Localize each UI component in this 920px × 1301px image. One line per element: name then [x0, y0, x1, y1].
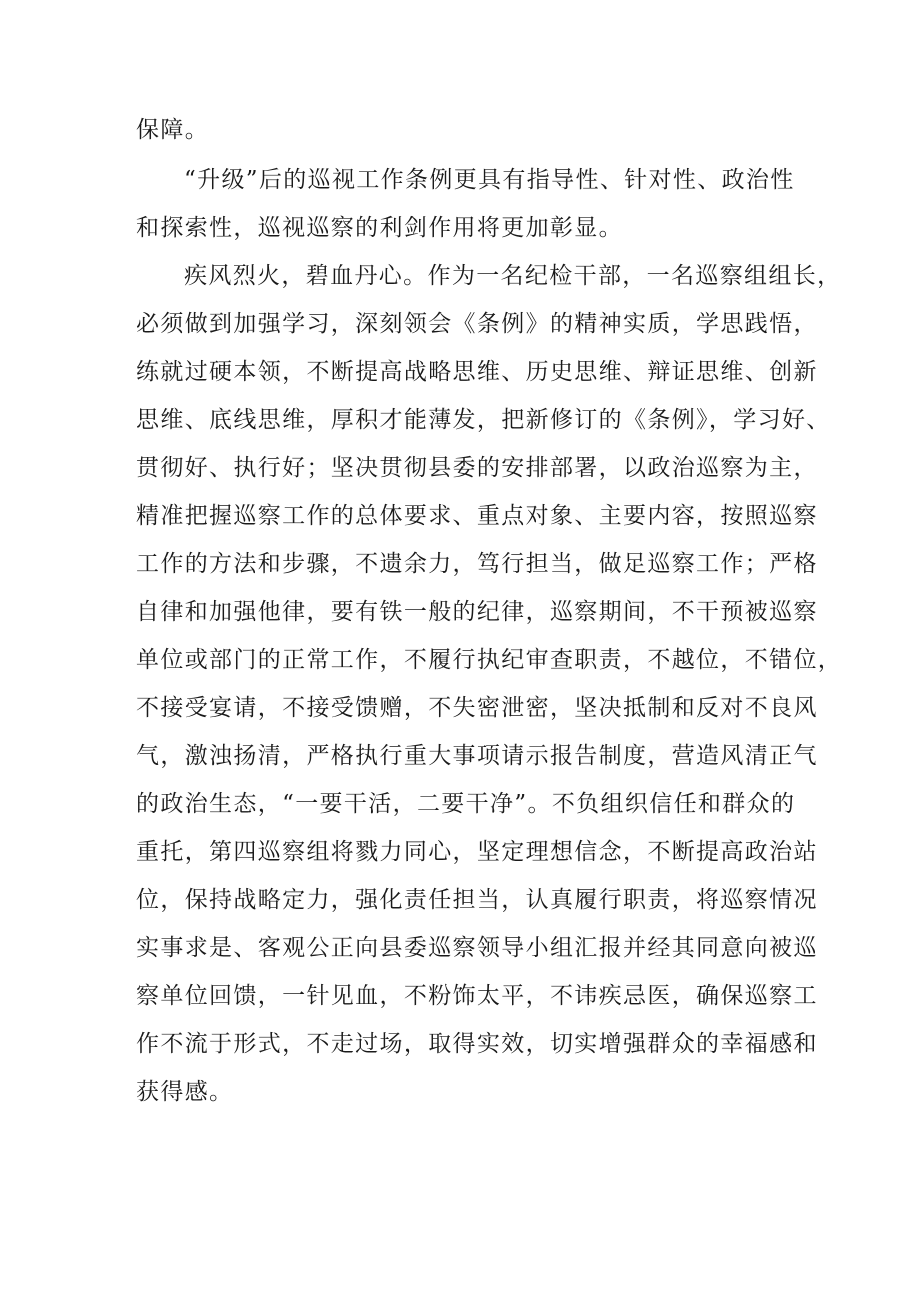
paragraph-3-line-1: 疾风烈火，碧血丹心。作为一名纪检干部，一名巡察组组长， — [184, 263, 842, 289]
paragraph-3-line-12: 的政治生态，“一要干活，二要干净”。不负组织信任和群众的 — [136, 791, 796, 817]
paragraph-3-line-3: 练就过硬本领，不断提高战略思维、历史思维、辩证思维、创新 — [136, 359, 818, 385]
paragraph-3-line-5: 贯彻好、执行好；坚决贯彻县委的安排部署，以政治巡察为主， — [136, 455, 818, 481]
paragraph-3-line-18: 获得感。 — [136, 1079, 234, 1105]
paragraph-3-line-17: 作不流于形式，不走过场，取得实效，切实增强群众的幸福感和 — [136, 1031, 818, 1057]
paragraph-3-line-10: 不接受宴请，不接受馈赠，不失密泄密，坚决抵制和反对不良风 — [136, 695, 818, 721]
paragraph-3-line-4: 思维、底线思维，厚积才能薄发，把新修订的《条例》，学习好、 — [136, 407, 831, 433]
text-line-1: 保障。 — [136, 117, 210, 143]
paragraph-3-line-14: 位，保持战略定力，强化责任担当，认真履行职责，将巡察情况 — [136, 887, 818, 913]
paragraph-3-line-9: 单位或部门的正常工作，不履行执纪审查职责，不越位，不错位， — [136, 647, 843, 673]
paragraph-3-line-15: 实事求是、客观公正向县委巡察领导小组汇报并经其同意向被巡 — [136, 935, 818, 961]
paragraph-3-line-7: 工作的方法和步骤，不遗余力，笃行担当，做足巡察工作；严格 — [136, 551, 818, 577]
paragraph-3-line-16: 察单位回馈，一针见血，不粉饰太平，不讳疾忌医，确保巡察工 — [136, 983, 818, 1009]
paragraph-2-line-1: “升级”后的巡视工作条例更具有指导性、针对性、政治性 — [184, 167, 795, 193]
paragraph-3-line-6: 精准把握巡察工作的总体要求、重点对象、主要内容，按照巡察 — [136, 503, 818, 529]
paragraph-2-line-2: 和探索性，巡视巡察的利剑作用将更加彰显。 — [136, 215, 623, 241]
paragraph-3-line-11: 气，激浊扬清，严格执行重大事项请示报告制度，营造风清正气 — [136, 743, 818, 769]
paragraph-3-line-13: 重托，第四巡察组将戮力同心，坚定理想信念，不断提高政治站 — [136, 839, 818, 865]
paragraph-3-line-2: 必须做到加强学习，深刻领会《条例》的精神实质，学思践悟， — [136, 311, 818, 337]
paragraph-3-line-8: 自律和加强他律，要有铁一般的纪律，巡察期间，不干预被巡察 — [136, 599, 818, 625]
